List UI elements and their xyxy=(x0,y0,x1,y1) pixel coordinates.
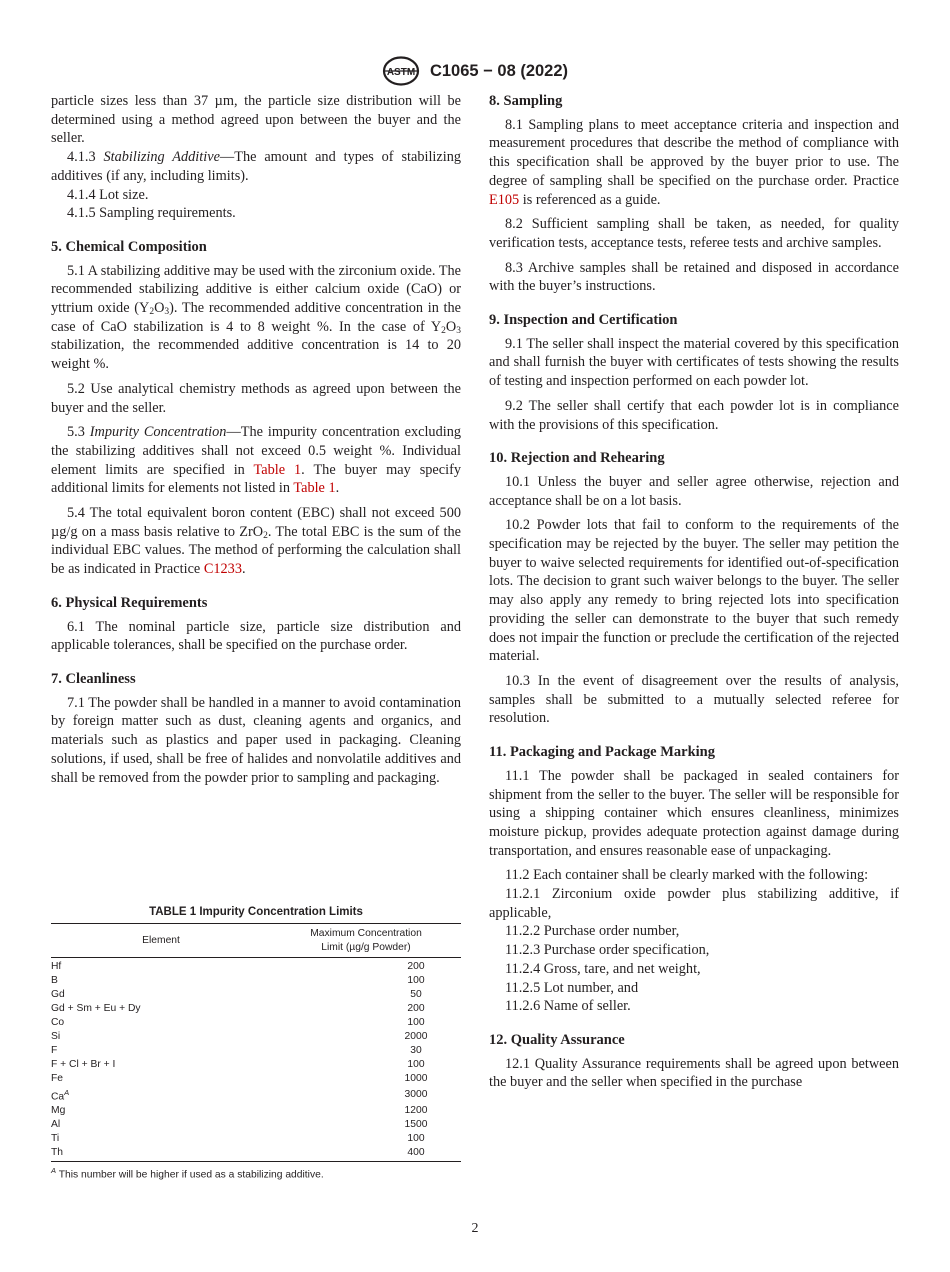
astm-logo-icon xyxy=(382,56,420,86)
paragraph-9-1: 9.1 The seller shall inspect the material covered by this specification and shall furnish the buyer with certificates of tests showing the results of testing and inspection performed on each powder lot. xyxy=(489,335,899,390)
limit-cell: 2000 xyxy=(404,1031,428,1042)
table-1 xyxy=(51,906,461,1181)
limit-cell: 50 xyxy=(410,989,422,1000)
element-cell: Mg xyxy=(51,1105,66,1117)
paragraph-5-2: 5.2 Use analytical chemistry methods as agreed upon between the buyer and the seller. xyxy=(51,380,461,416)
table-row xyxy=(51,1044,461,1058)
item-11-2-6: 11.2.6 Name of seller. xyxy=(505,998,631,1015)
table-row xyxy=(51,1016,461,1030)
element-cell: B xyxy=(51,975,58,986)
paragraph-5-3: 5.3 Impurity Concentration—The impurity concentration excluding the stabilizing additives shall not exceed 0.5 weight %. Individual element limits are specified in Table 1. The buyer may specify additional limits for elements not listed in Table 1. xyxy=(51,424,461,497)
paragraph-8-2: 8.2 Sufficient sampling shall be taken, as needed, for quality verification tests, acceptance tests, referee tests and archive samples. xyxy=(489,216,899,251)
paragraph-continuation: particle sizes less than 37 µm, the particle size distribution will be determined using a method agreed upon between the buyer and the seller. xyxy=(51,93,461,147)
right-column xyxy=(489,92,899,1092)
table-row xyxy=(51,1118,461,1132)
paragraph-8-1: 8.1 Sampling plans to meet acceptance criteria and inspection and measurement procedures that describe the method of compliance with this specification shall be approved by the buyer prior to use. The degree of sampling shall be specified on the purchase order. Practice E105 is referenced as a guide. xyxy=(489,116,899,208)
element-cell: Ti xyxy=(51,1133,60,1145)
astm-logo-text: ASTM xyxy=(386,67,416,78)
item-11-2-1: 11.2.1 Zirconium oxide powder plus stabilizing additive, if applicable, xyxy=(489,886,899,921)
column-header-max-concentration: Maximum Concentration Limit (µg/g Powder) xyxy=(271,924,461,958)
item-11-2-3: 11.2.3 Purchase order specification, xyxy=(505,942,710,959)
limit-cell: 100 xyxy=(407,1133,425,1145)
table-row xyxy=(51,958,461,975)
item-11-2-2: 11.2.2 Purchase order number, xyxy=(505,923,680,940)
table-row xyxy=(51,1072,461,1086)
page-header xyxy=(0,56,950,86)
limit-cell: 3000 xyxy=(404,1089,428,1101)
section-10-heading: 10. Rejection and Rehearing xyxy=(489,450,665,467)
paragraph-11-2: 11.2 Each container shall be clearly marked with the following: xyxy=(505,867,869,884)
element-cell: F xyxy=(51,1045,58,1056)
table-row xyxy=(51,1030,461,1044)
limit-cell: 400 xyxy=(271,1146,461,1162)
table-title: TABLE 1 Impurity Concentration Limits xyxy=(149,906,363,918)
paragraph-12-1: 12.1 Quality Assurance requirements shall be agreed upon between the buyer and the seller when specified in the purchase xyxy=(489,1055,899,1091)
table-footnote: $^A$ This number will be higher if used as a stabilizing additive. xyxy=(51,1166,324,1181)
section-12-heading: 12. Quality Assurance xyxy=(489,1031,625,1048)
element-cell: Co xyxy=(51,1017,65,1028)
section-8-heading: 8. Sampling xyxy=(489,93,563,109)
limit-cell: 1500 xyxy=(404,1119,428,1131)
paragraph-8-3: 8.3 Archive samples shall be retained and disposed in accordance with the buyer’s instructions. xyxy=(489,259,899,295)
page-number: 2 xyxy=(471,1221,479,1236)
paragraph-10-2: 10.2 Powder lots that fail to conform to the requirements of the specification may be rejected by the buyer. The seller may petition the buyer to waive selected requirements for identified out-of-specification lots. The decision to grant such waiver belongs to the buyer. The seller may also apply any remedy to bring rejected lots into specification providing the seller can demonstrate to the buyer that such remedy does not impair the function or preclude the certification of the rejected material. xyxy=(489,517,899,665)
left-column xyxy=(51,92,461,787)
paragraph-7-1: 7.1 The powder shall be handled in a manner to avoid contamination by foreign matter such as dust, cleaning agents and organics, and materials such as plastics and paper used in packaging. Cleaning solutions, if used, shall be free of halides and nonvolatile additives and shall be removed from the powder prior to sampling and packaging. xyxy=(51,694,461,786)
table-row xyxy=(51,1146,461,1162)
element-cell: Gd xyxy=(51,989,65,1000)
table-row xyxy=(51,1086,461,1104)
limit-cell: 100 xyxy=(407,1059,425,1070)
element-cell: Fe xyxy=(51,1073,64,1084)
table-row xyxy=(51,1002,461,1016)
paragraph-6-1: 6.1 The nominal particle size, particle size distribution and applicable tolerances, shall be specified on the purchase order. xyxy=(51,618,461,654)
limit-cell: 1000 xyxy=(404,1073,428,1084)
section-7-heading: 7. Cleanliness xyxy=(51,670,136,687)
impurity-limits-table xyxy=(51,923,461,1162)
table-1-link[interactable]: Table 1 xyxy=(253,461,302,478)
table-row xyxy=(51,974,461,988)
element-cell: Si xyxy=(51,1031,61,1042)
section-6-heading: 6. Physical Requirements xyxy=(51,594,208,611)
element-cell: Al xyxy=(51,1119,61,1131)
element-cell: Hf xyxy=(51,961,62,972)
element-cell: F + Cl + Br + I xyxy=(51,1059,116,1070)
table-row xyxy=(51,1132,461,1146)
c1233-link[interactable]: C1233 xyxy=(203,561,242,578)
paragraph-10-3: 10.3 In the event of disagreement over the results of analysis, samples shall be submitted to a mutually selected referee for resolution. xyxy=(489,672,899,727)
limit-cell: 30 xyxy=(410,1045,422,1056)
section-11-heading: 11. Packaging and Package Marking xyxy=(489,744,715,761)
table-row xyxy=(51,988,461,1002)
e105-link[interactable]: E105 xyxy=(489,191,520,208)
element-cell: $Ca^A$ xyxy=(51,1088,70,1103)
item-11-2-4: 11.2.4 Gross, tare, and net weight, xyxy=(505,960,701,977)
limit-cell: 100 xyxy=(407,975,425,986)
limit-cell: 100 xyxy=(407,1017,425,1028)
item-11-2-5: 11.2.5 Lot number, and xyxy=(505,979,639,996)
column-header-element: Element xyxy=(51,924,271,958)
paragraph-9-2: 9.2 The seller shall certify that each powder lot is in compliance with the provisions of this specification. xyxy=(489,397,899,433)
item-4-1-4: 4.1.4 Lot size. xyxy=(67,186,149,203)
table-1-link[interactable]: Table 1 xyxy=(293,480,336,497)
document-designation: C1065 − 08 (2022) xyxy=(429,61,569,80)
paragraph-5-1: 5.1 A stabilizing additive may be used with the zirconium oxide. The recommended stabilizing additive is either calcium oxide (CaO) or yttrium oxide $(Y_2O_3)$. The recommended additive concentration in the case of CaO stabilization is 4 to 8 weight %. In the case of $Y_2O_3$ stabilization, the recommended additive concentration is 14 to 20 weight %. xyxy=(51,262,462,373)
element-cell: Th xyxy=(51,1146,271,1162)
section-9-heading: 9. Inspection and Certification xyxy=(489,312,678,329)
limit-cell: 200 xyxy=(407,961,425,972)
table-row xyxy=(51,1058,461,1072)
paragraph-10-1: 10.1 Unless the buyer and seller agree otherwise, rejection and acceptance shall be on a lot basis. xyxy=(489,473,899,509)
item-4-1-5: 4.1.5 Sampling requirements. xyxy=(67,205,236,222)
limit-cell: 200 xyxy=(407,1003,425,1014)
section-5-heading: 5. Chemical Composition xyxy=(51,238,207,255)
element-cell: Gd + Sm + Eu + Dy xyxy=(51,1003,141,1014)
paragraph-11-1: 11.1 The powder shall be packaged in sealed containers for shipment from the seller to the buyer. The seller will be responsible for using a shipping container which ensures cleanliness, minimizes moisture pickup, provides adequate protection against damage during transportation, and ensures reasonable ease of unpackaging. xyxy=(489,767,899,859)
table-row xyxy=(51,1104,461,1118)
limit-cell: 1200 xyxy=(404,1105,428,1117)
paragraph-5-4: 5.4 The total equivalent boron content (EBC) shall not exceed 500 µg/g on a mass basis relative to ZrO$_2$. The total EBC is the sum of the individual EBC values. The method of performing the calculation shall be as indicated in Practice C1233. xyxy=(51,505,461,578)
item-4-1-3: 4.1.3 Stabilizing Additive—The amount and types of stabilizing additives (if any, including limits). xyxy=(51,149,462,184)
